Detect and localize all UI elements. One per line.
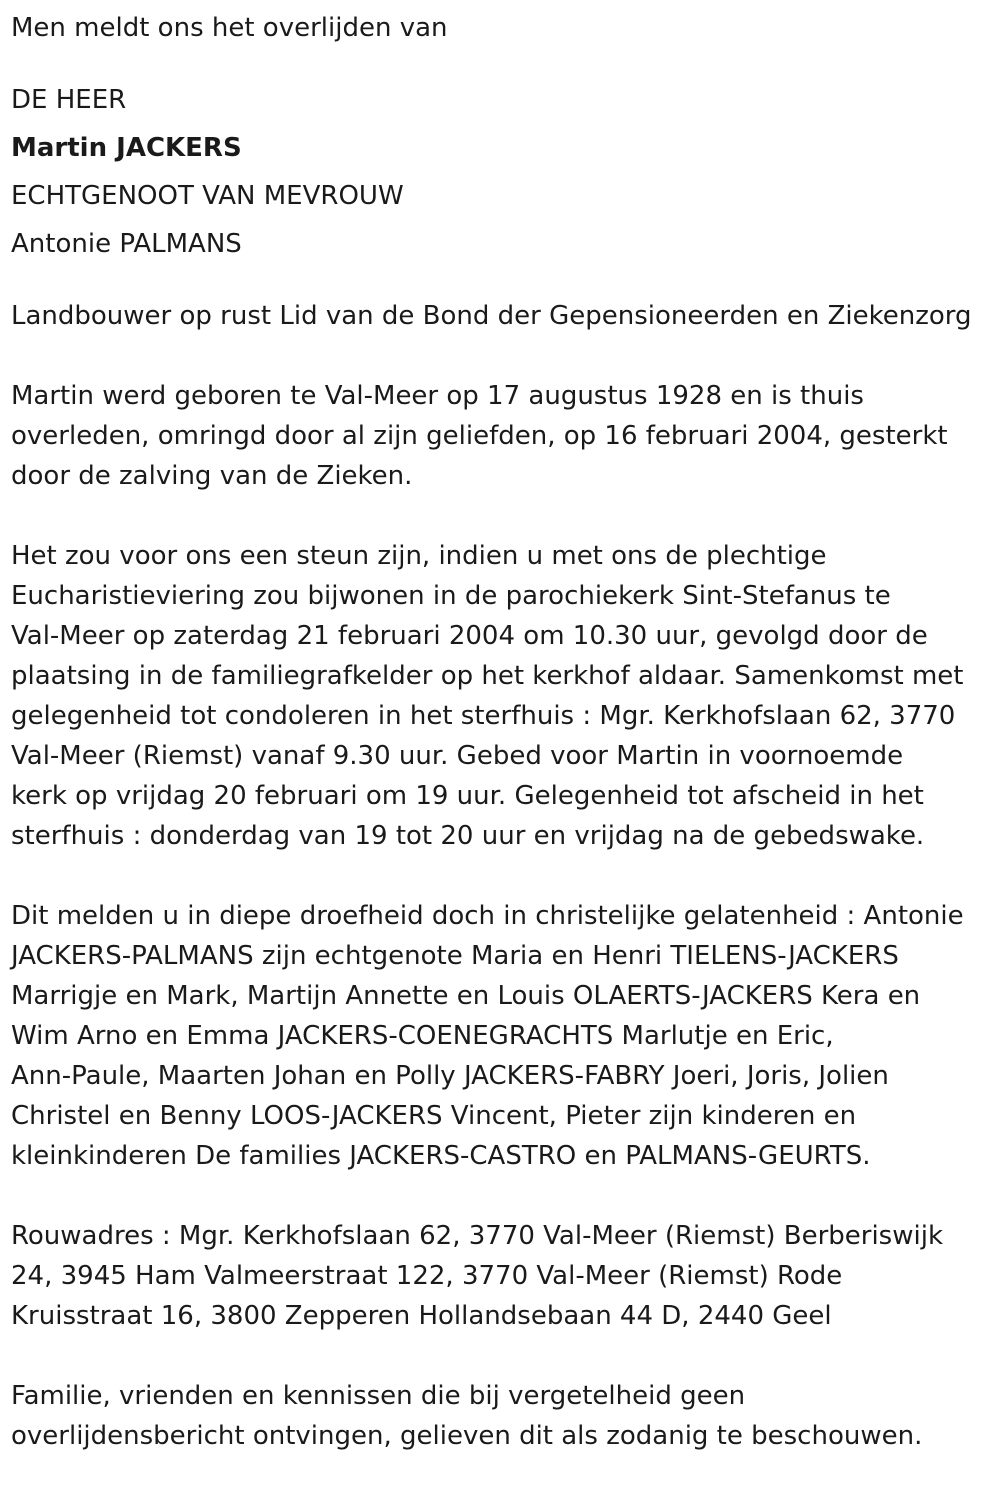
paragraph-line: Val-Meer op zaterdag 21 februari 2004 om 10.30 uur, gevolgd door de (11, 621, 928, 651)
paragraph-line: plaatsing in de familiegrafkelder op het kerkhof aldaar. Samenkomst met (11, 661, 964, 691)
paragraph-line: 24, 3945 Ham Valmeerstraat 122, 3770 Val-Meer (Riemst) Rode (11, 1261, 843, 1291)
paragraph-line: Ann-Paule, Maarten Johan en Polly JACKERS-FABRY Joeri, Joris, Jolien (11, 1061, 889, 1091)
spacer (11, 1176, 1000, 1216)
paragraph-line: Martin werd geboren te Val-Meer op 17 augustus 1928 en is thuis (11, 381, 864, 411)
paragraph-line: Familie, vrienden en kennissen die bij vergetelheid geen (11, 1381, 746, 1411)
family-paragraph (11, 896, 996, 1176)
paragraph-line: door de zalving van de Zieken. (11, 461, 413, 491)
honorific: DE HEER (11, 85, 127, 115)
paragraph-line: Wim Arno en Emma JACKERS-COENEGRACHTS Marlutje en Eric, (11, 1021, 834, 1051)
paragraph-line: kerk op vrijdag 20 februari om 19 uur. Gelegenheid tot afscheid in het (11, 781, 924, 811)
paragraph-line: Eucharistieviering zou bijwonen in de parochiekerk Sint-Stefanus te (11, 581, 891, 611)
paragraph-line: Het zou voor ons een steun zijn, indien u met ons de plechtige (11, 541, 827, 571)
spacer (11, 336, 1000, 376)
paragraph-line: kleinkinderen De families JACKERS-CASTRO en PALMANS-GEURTS. (11, 1141, 871, 1171)
intro-text: Men meldt ons het overlijden van (11, 13, 448, 43)
paragraph-line: JACKERS-PALMANS zijn echtgenote Maria en Henri TIELENS-JACKERS (11, 941, 899, 971)
paragraph-line: overleden, omringd door al zijn geliefden, op 16 februari 2004, gesterkt (11, 421, 948, 451)
paragraph-line: Dit melden u in diepe droefheid doch in christelijke gelatenheid : Antonie (11, 901, 964, 931)
paragraph-line: Val-Meer (Riemst) vanaf 9.30 uur. Gebed voor Martin in voornoemde (11, 741, 904, 771)
paragraph-line: Marrigje en Mark, Martijn Annette en Louis OLAERTS-JACKERS Kera en (11, 981, 921, 1011)
paragraph-line: sterfhuis : donderdag van 19 tot 20 uur en vrijdag na de gebedswake. (11, 821, 925, 851)
paragraph-line: Kruisstraat 16, 3800 Zepperen Hollandsebaan 44 D, 2440 Geel (11, 1301, 832, 1331)
paragraph-line: gelegenheid tot condoleren in het sterfhuis : Mgr. Kerkhofslaan 62, 3770 (11, 701, 956, 731)
paragraph-line: overlijdensbericht ontvingen, gelieven dit als zodanig te beschouwen. (11, 1421, 923, 1451)
spacer (11, 268, 1000, 296)
paragraph-line: Christel en Benny LOOS-JACKERS Vincent, Pieter zijn kinderen en (11, 1101, 857, 1131)
closing-paragraph (11, 1376, 996, 1456)
spacer (11, 1336, 1000, 1376)
spacer (11, 496, 1000, 536)
occupation-text: Landbouwer op rust Lid van de Bond der Gepensioneerden en Ziekenzorg (11, 301, 972, 331)
deceased-name: Martin JACKERS (11, 133, 242, 163)
paragraph-line: Rouwadres : Mgr. Kerkhofslaan 62, 3770 Val-Meer (Riemst) Berberiswijk (11, 1221, 944, 1251)
spacer (11, 856, 1000, 896)
spouse-name: Antonie PALMANS (11, 229, 242, 259)
spacer (11, 48, 1000, 76)
ceremony-paragraph (11, 536, 996, 856)
address-paragraph (11, 1216, 996, 1336)
birth-death-paragraph (11, 376, 996, 496)
spouse-label: ECHTGENOOT VAN MEVROUW (11, 181, 404, 211)
